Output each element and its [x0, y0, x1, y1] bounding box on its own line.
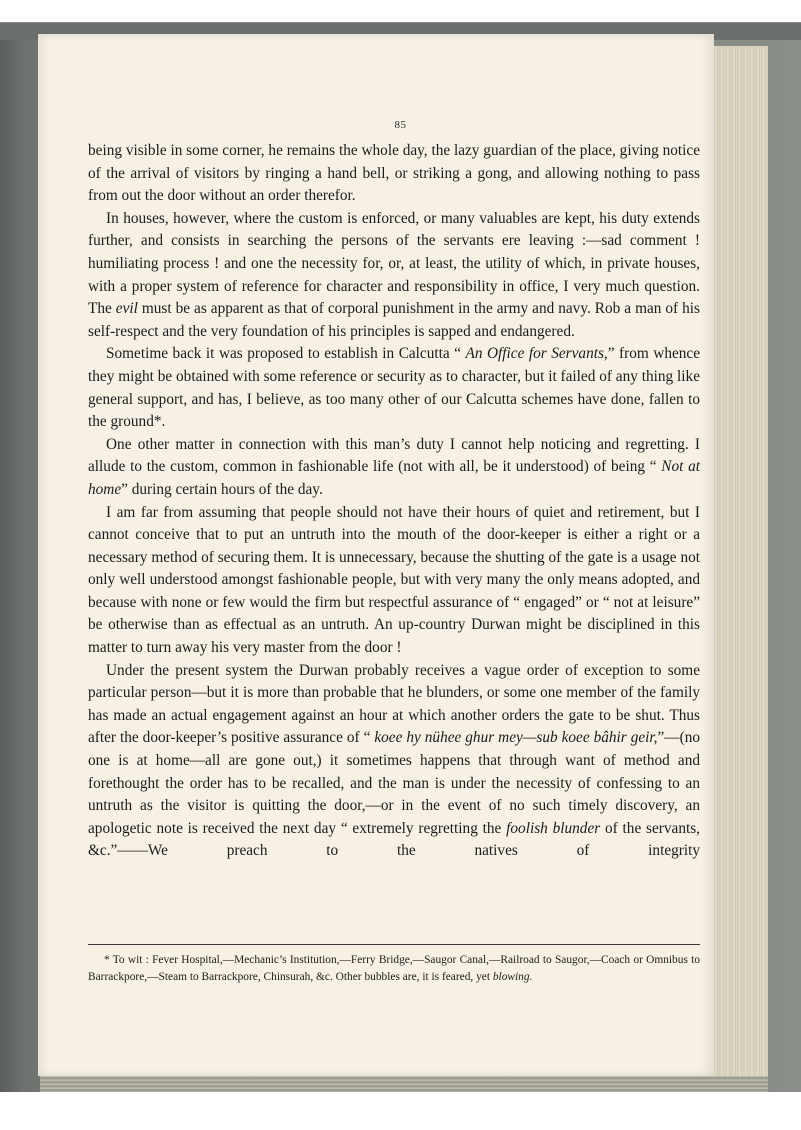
paragraph [88, 140, 700, 208]
footnote-italic-text: blowing. [492, 971, 533, 983]
text-run: In houses, however, where the custom is enforced, or many valuables are kept, his duty extends further, and consists in searching the persons of the servants ere leaving :—sad comment ! humiliating process ! and one the necessity for, or, at least, the utility of which, in private houses, with a proper system of reference for character and responsibility in office, I very much question. The [88, 209, 700, 318]
paragraph [88, 434, 700, 502]
page-number: 85 [394, 119, 407, 131]
footnote [88, 952, 700, 986]
paragraph [88, 343, 700, 433]
paragraph [88, 208, 700, 344]
italic-text: An Office for Servants, [465, 345, 608, 363]
italic-text: Not at home [88, 458, 700, 498]
text-run: Under the present system the Durwan probably receives a vague order of exception to some particular person—but it is more than probable that he blunders, or some one member of the family has made an actual engagement against an hour at which another orders the gate to be shut. Thus after the door-keeper’s positive assurance of “ [88, 661, 700, 747]
italic-text: foolish blunder [506, 819, 601, 837]
page-bottom-edge [40, 1076, 768, 1092]
text-run: being visible in some corner, he remains the whole day, the lazy guardian of the place, giving notice of the arrival of visitors by ringing a hand bell, or striking a gong, and allowing nothing to pass from out the door without an order therefor. [88, 142, 700, 205]
italic-text: evil [115, 300, 138, 318]
italic-text: koee hy nühee ghur mey—sub koee bâhir geir, [374, 729, 658, 747]
text-run: must be as apparent as that of corporal punishment in the army and navy. Rob a man of his self-respect and the very foundation of his principles is sapped and endangered. [88, 300, 700, 340]
text-run: One other matter in connection with this man’s duty I cannot help noticing and regretting. I allude to the custom, common in fashionable life (not with all, be it understood) of being “ [88, 435, 700, 476]
paragraph [88, 502, 700, 660]
text-run: of the servants, &c.”——We preach to the natives of integrity [88, 819, 701, 860]
footnote-rule [88, 944, 700, 945]
body-text [88, 140, 700, 863]
text-run: ” during certain hours of the day. [121, 480, 323, 498]
text-run: ”—(no one is at home—all are gone out,) it sometimes happens that through want of method and forethought the order has to be recalled, and the man is under the necessity of confessing to an untruth as the visitor is quitting the door,—or in the event of no such timely discovery, an apologetic note is received the next day “ extremely regretting the [88, 729, 700, 837]
footnote-text-run: * To wit : Fever Hospital,—Mechanic’s Institution,—Ferry Bridge,—Saugor Canal,—Railroad to Saugor,—Coach or Omnibus to Barrackpore,—Steam to Barrackpore, Chinsurah, &c. Other bubbles are, it is feared, yet [88, 954, 700, 983]
paragraph [88, 660, 700, 863]
text-run: I am far from assuming that people should not have their hours of quiet and retirement, but I cannot conceive that to put an untruth into the mouth of the door-keeper is either a right or a necessary method of securing them. It is unnecessary, because the shutting of the gate is a usage not only well understood amongst fashionable people, but with very many the only means adopted, and because with none or few would the firm but respectful assurance of “ engaged” or “ not at leisure” be otherwise than as effectual as an untruth. An up-country Durwan might be disciplined in this matter to turn away his very master from the door ! [88, 503, 700, 657]
text-run: Sometime back it was proposed to establish in Calcutta “ [106, 345, 466, 363]
text-run: ” from whence they might be obtained with some reference or security as to character, but it failed of any thing like general support, and has, I believe, as too many other of our Calcutta schemes have done, fallen to the ground*. [88, 345, 701, 431]
